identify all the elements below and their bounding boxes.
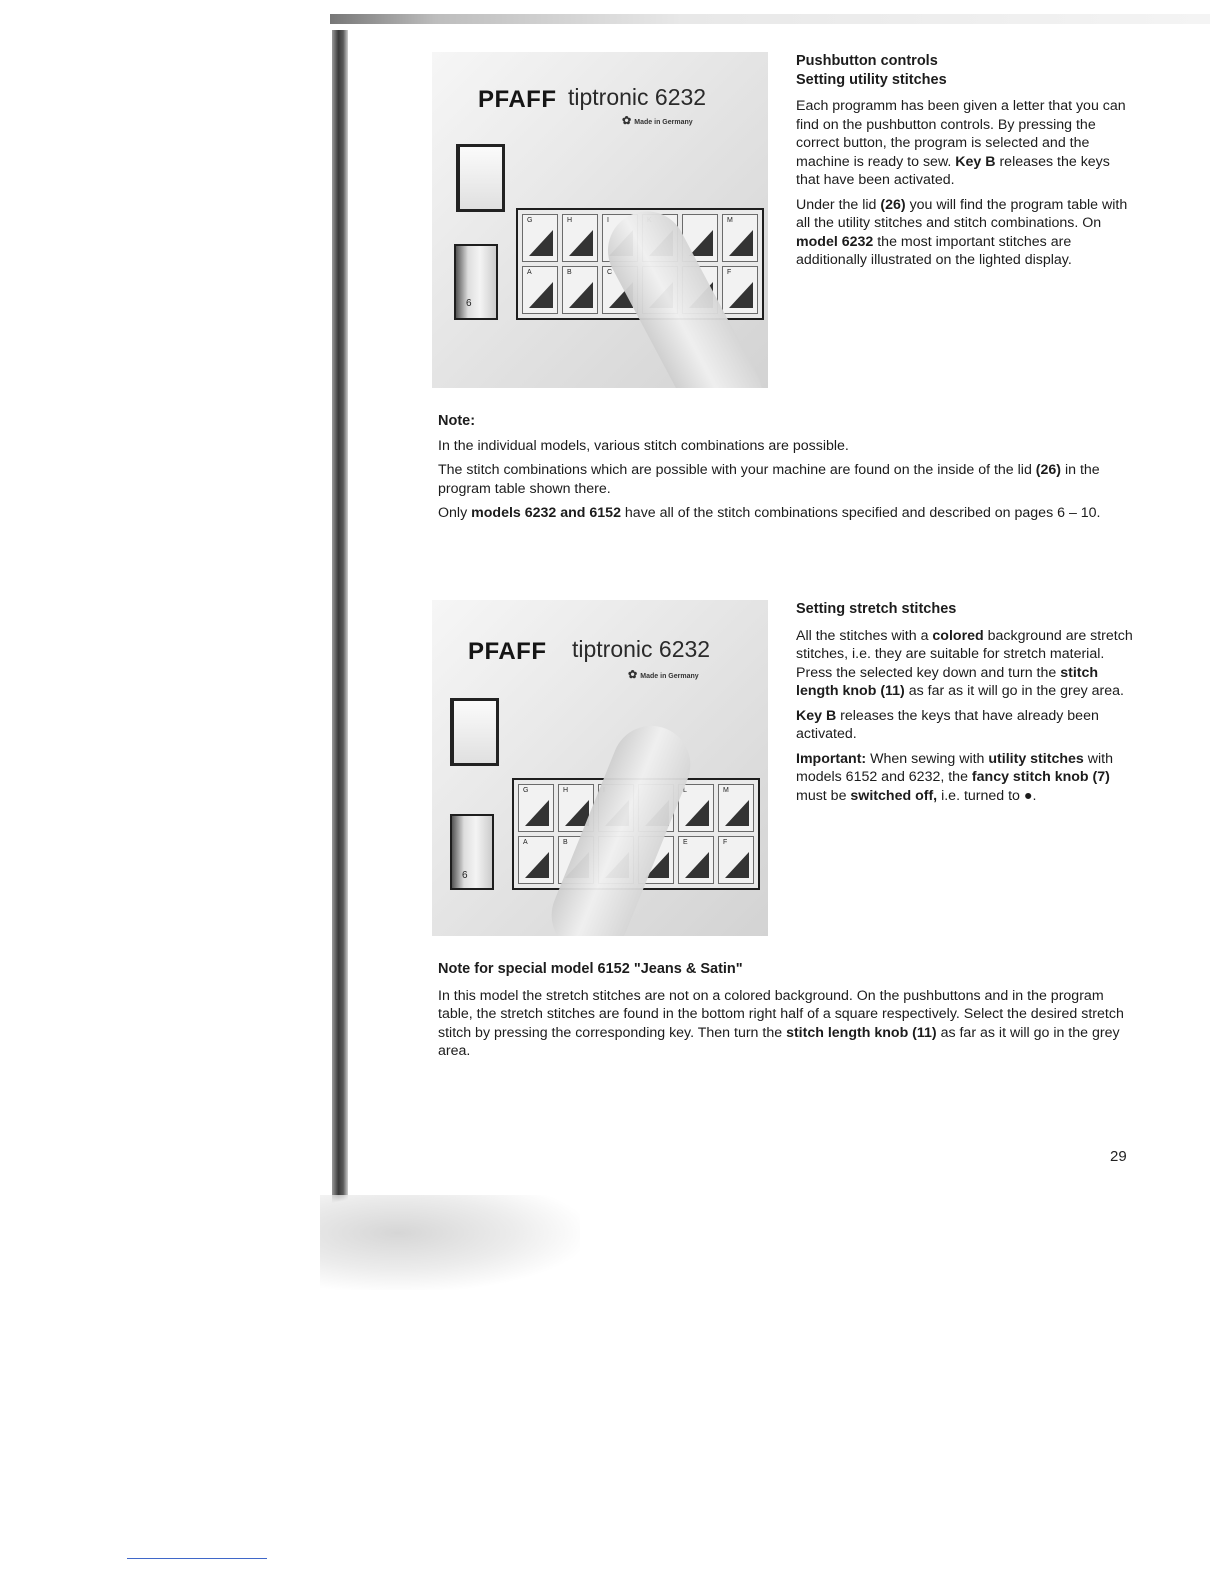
stitch-symbol-icon	[529, 282, 553, 308]
photo-model-label: tiptronic 6232	[568, 84, 707, 110]
key-letter: G	[527, 217, 533, 224]
footer-rule	[127, 1558, 267, 1559]
text: with models 6152 and 6232, the	[796, 750, 1113, 785]
bold-text: utility stitches	[988, 750, 1084, 767]
book-spine-shadow	[332, 30, 348, 1220]
text: Only	[438, 505, 472, 521]
photo-model-label: tiptronic 6232	[572, 636, 711, 662]
paragraph	[438, 987, 1138, 1061]
control-panel-photo-top	[432, 52, 768, 388]
text: releases the keys that have already been activated.	[796, 707, 1099, 742]
key-letter: H	[567, 217, 573, 224]
bold-text: models 6232 and 6152	[471, 505, 621, 521]
bold-text: model 6232	[796, 233, 874, 250]
paragraph: In the individual models, various stitch combinations are possible.	[438, 437, 849, 454]
key-letter: A	[527, 269, 532, 276]
pushbutton-key	[522, 214, 558, 262]
stitch-symbol-icon	[685, 852, 709, 878]
bold-text: Key B	[955, 153, 996, 170]
section-heading: Setting stretch stitches	[796, 601, 957, 617]
text: Under the lid	[796, 196, 881, 213]
pushbutton-key	[518, 784, 554, 832]
control-panel-photo-bottom	[432, 600, 768, 936]
bold-text: (26)	[1035, 462, 1062, 478]
text: When sewing with	[866, 750, 989, 767]
text: background are stretch stitches, i.e. they are suitable for stretch material. Press the selected key down and turn the	[796, 627, 1133, 681]
text: releases the keys that have been activated.	[796, 153, 1110, 188]
dial-number: 6	[466, 298, 472, 309]
text: in the program table shown there.	[438, 462, 1100, 497]
photo-brand-label: PFAFF	[468, 638, 547, 665]
bold-text: switched off,	[850, 787, 938, 804]
pushbutton-key	[562, 214, 598, 262]
stitch-symbol-icon	[685, 800, 709, 826]
key-letter: M	[727, 217, 733, 224]
text: Each programm has been given a letter that you can find on the pushbutton controls. By pressing the correct button, the program is selected and the machine is ready to sew.	[796, 98, 1126, 170]
pushbutton-key	[562, 266, 598, 314]
bold-text: Key B	[796, 707, 837, 724]
text: i.e. turned to ●.	[937, 787, 1037, 804]
key-letter: C	[607, 269, 613, 276]
text: The stitch combinations which are possible with your machine are found on the inside of the lid	[438, 462, 1036, 478]
note-block	[438, 412, 1138, 529]
stitch-symbol-icon	[529, 230, 553, 256]
scan-smudge	[320, 1195, 580, 1290]
key-letter: F	[727, 269, 732, 276]
stitch-symbol-icon	[525, 852, 549, 878]
pushbutton-key	[718, 784, 754, 832]
stitch-symbol-icon	[569, 282, 593, 308]
key-letter: M	[723, 787, 729, 794]
stitch-symbol-icon	[729, 230, 753, 256]
made-in-label: ✿ Made in Germany	[622, 114, 693, 127]
text: must be	[796, 787, 851, 804]
page-number: 29	[1110, 1148, 1127, 1165]
key-letter: A	[523, 839, 528, 846]
paragraph	[796, 196, 1136, 270]
stitch-symbol-icon	[525, 800, 549, 826]
section-stretch-stitches	[796, 600, 1136, 811]
text: as far as it will go in the grey area.	[904, 683, 1125, 699]
bold-text: stitch length knob (11)	[796, 664, 1099, 699]
pushbutton-key	[678, 836, 714, 884]
special-model-note	[438, 960, 1138, 1067]
stitch-symbol-icon	[689, 230, 713, 256]
text: have all of the stitch combinations specified and described on pages 6 – 10.	[620, 505, 1101, 521]
pushbutton-key	[678, 784, 714, 832]
text: you will find the program table with all the utility stitches and stitch combinations. On	[796, 196, 1128, 231]
pushbutton-key	[722, 266, 758, 314]
note-heading: Note:	[438, 413, 476, 429]
pushbutton-key	[522, 266, 558, 314]
stitch-dial-icon	[454, 244, 498, 320]
section-pushbutton-controls	[796, 52, 1136, 276]
bold-text: colored	[932, 627, 984, 644]
dial-number: 6	[462, 870, 468, 881]
pushbutton-key	[718, 836, 754, 884]
key-letter: E	[683, 839, 688, 846]
paragraph	[438, 504, 1138, 523]
note-heading: Note for special model 6152 "Jeans & Satin"	[438, 961, 743, 977]
stitch-symbol-icon	[725, 852, 749, 878]
key-letter: I	[607, 217, 609, 224]
text: All the stitches with a	[796, 627, 933, 644]
text: the most important stitches are additionally illustrated on the lighted display.	[796, 233, 1072, 268]
paragraph	[438, 461, 1138, 498]
bold-text: Important:	[796, 750, 867, 767]
bold-text: fancy stitch knob (7)	[971, 769, 1110, 785]
stitch-symbol-icon	[725, 800, 749, 826]
key-letter: B	[567, 269, 572, 276]
paragraph	[796, 97, 1136, 190]
indicator-lamp-icon	[450, 698, 499, 766]
made-in-label: ✿ Made in Germany	[628, 668, 699, 681]
stitch-dial-icon	[450, 814, 494, 890]
bold-text: stitch length knob (11)	[786, 1024, 937, 1041]
text: In this model the stretch stitches are not on a colored background. On the pushbuttons and in the program table, the stretch stitches are found in the bottom right half of a square respectively. Select the desired stretch stitch by pressing the corresponding key. Then turn the	[438, 987, 1124, 1041]
photo-brand-label: PFAFF	[478, 86, 557, 113]
key-letter: L	[683, 787, 687, 794]
pushbutton-key	[722, 214, 758, 262]
pushbutton-key	[518, 836, 554, 884]
key-letter: G	[523, 787, 529, 794]
stitch-symbol-icon	[729, 282, 753, 308]
key-letter: H	[563, 787, 569, 794]
key-letter: F	[723, 839, 728, 846]
paragraph	[796, 750, 1136, 806]
paragraph	[796, 627, 1136, 701]
text: as far as it will go in the grey area.	[438, 1024, 1120, 1059]
bold-text: (26)	[880, 196, 906, 213]
section-heading: Pushbutton controls	[796, 53, 938, 69]
stitch-symbol-icon	[569, 230, 593, 256]
section-subheading: Setting utility stitches	[796, 71, 947, 88]
page-top-edge-shadow	[330, 14, 1210, 24]
indicator-lamp-icon	[456, 144, 505, 212]
paragraph	[796, 707, 1136, 744]
key-letter: B	[563, 839, 568, 846]
